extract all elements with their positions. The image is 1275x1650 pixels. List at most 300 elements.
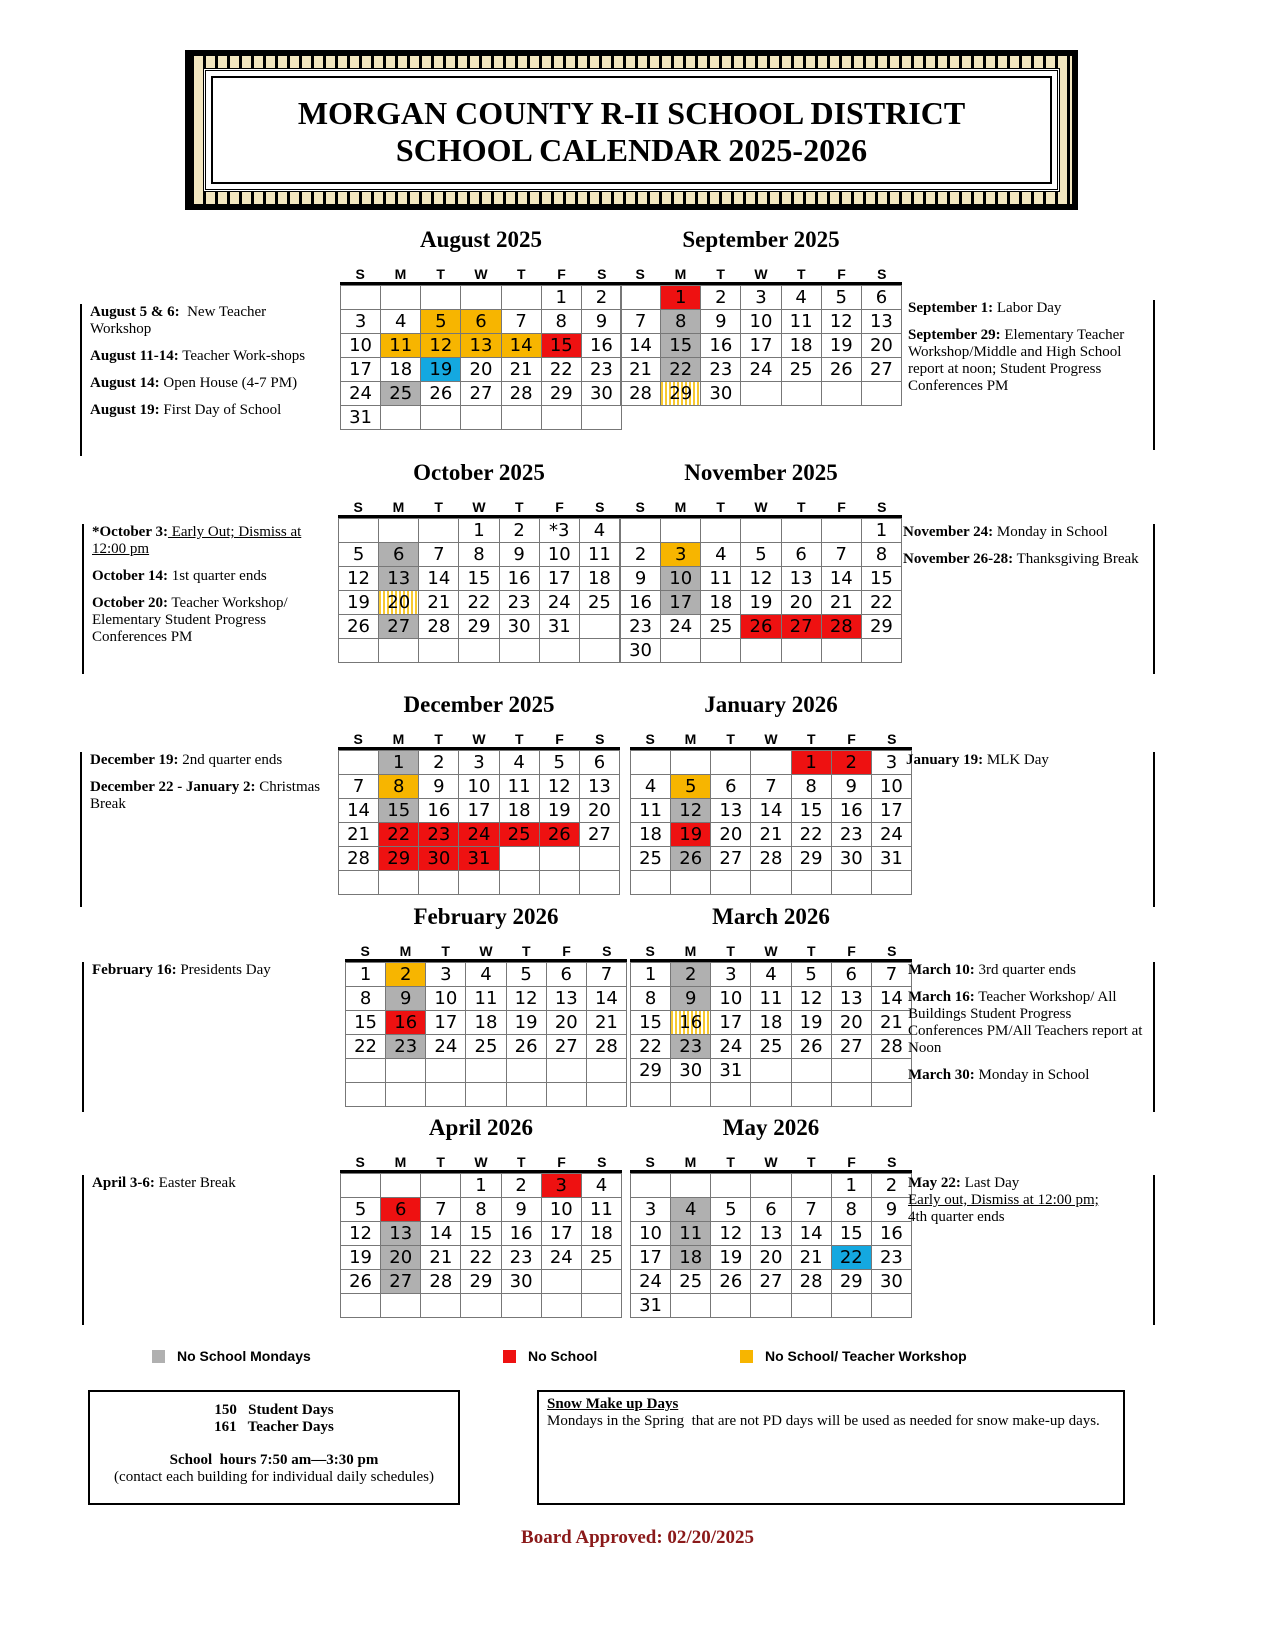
weekday-label: S — [887, 1154, 897, 1170]
weekday-label: T — [726, 943, 735, 959]
weekday-label: W — [764, 731, 778, 747]
day-cell: 18 — [466, 1011, 506, 1035]
note-entry: August 5 & 6: New Teacher Workshop — [90, 304, 270, 337]
day-cell: 24 — [661, 615, 701, 639]
day-cell: 10 — [872, 775, 912, 799]
notes-may — [908, 1175, 1155, 1325]
empty-cell — [872, 1083, 912, 1107]
empty-cell — [671, 871, 711, 895]
day-cell: 10 — [661, 567, 701, 591]
day-cell: 27 — [711, 847, 751, 871]
day-cell: 6 — [547, 963, 587, 987]
day-cell: 5 — [741, 543, 781, 567]
day-cell: 13 — [711, 799, 751, 823]
day-cell: 18 — [500, 799, 540, 823]
empty-cell — [701, 519, 741, 543]
empty-cell — [671, 1174, 711, 1198]
day-cell: 30 — [582, 382, 622, 406]
notes-january — [906, 752, 1155, 907]
header-inner — [203, 68, 1060, 192]
empty-cell — [500, 639, 540, 663]
day-cell: 13 — [547, 987, 587, 1011]
day-cell: 20 — [782, 591, 822, 615]
day-cell: 31 — [540, 615, 580, 639]
day-cell: 29 — [379, 847, 419, 871]
day-cell: 16 — [832, 799, 872, 823]
day-cell: 2 — [386, 963, 426, 987]
empty-cell — [341, 1294, 381, 1318]
day-cell: 30 — [500, 615, 540, 639]
day-grid — [630, 750, 912, 895]
empty-cell — [341, 1174, 381, 1198]
day-cell: 7 — [751, 775, 791, 799]
day-cell: 5 — [822, 286, 862, 310]
weekday-label: F — [847, 731, 856, 747]
day-cell: 15 — [346, 1011, 386, 1035]
day-cell: 14 — [822, 567, 862, 591]
empty-cell — [822, 639, 862, 663]
day-cell: 8 — [862, 543, 902, 567]
empty-cell — [540, 871, 580, 895]
empty-cell — [822, 382, 862, 406]
notes-april — [82, 1175, 332, 1325]
weekday-label: S — [355, 1154, 365, 1170]
weekday-label: S — [635, 499, 645, 515]
day-cell: 27 — [782, 615, 822, 639]
note-entry: August 19: First Day of School — [90, 402, 282, 418]
weekday-header — [620, 495, 902, 518]
day-cell: 26 — [421, 382, 461, 406]
weekday-label: S — [360, 943, 370, 959]
empty-cell — [379, 519, 419, 543]
teacher-days: 161 Teacher Days — [214, 1419, 334, 1435]
day-cell: 30 — [872, 1270, 912, 1294]
day-cell: 25 — [381, 382, 421, 406]
day-cell: 28 — [872, 1035, 912, 1059]
day-cell: 20 — [461, 358, 501, 382]
day-cell: 21 — [822, 591, 862, 615]
empty-cell — [671, 751, 711, 775]
weekday-header — [345, 939, 627, 962]
day-cell: 21 — [751, 823, 791, 847]
empty-cell — [741, 639, 781, 663]
notes-november — [903, 524, 1155, 674]
day-cell: 22 — [459, 591, 499, 615]
day-cell: 17 — [426, 1011, 466, 1035]
empty-cell — [751, 871, 791, 895]
day-cell: 15 — [379, 799, 419, 823]
day-cell: 29 — [832, 1270, 872, 1294]
empty-cell — [832, 1059, 872, 1083]
day-cell: 28 — [587, 1035, 627, 1059]
day-cell: 22 — [792, 823, 832, 847]
month-title: May 2026 — [722, 1115, 820, 1140]
day-cell: 1 — [542, 286, 582, 310]
note-entry: March 10: 3rd quarter ends — [908, 962, 1077, 978]
day-cell: 12 — [421, 334, 461, 358]
weekday-label: M — [674, 499, 687, 515]
day-cell: 3 — [341, 310, 381, 334]
day-cell: 19 — [507, 1011, 547, 1035]
day-cell: 9 — [386, 987, 426, 1011]
day-cell: 13 — [580, 775, 620, 799]
empty-cell — [792, 1174, 832, 1198]
weekday-label: T — [807, 943, 816, 959]
weekday-label: S — [602, 943, 612, 959]
empty-cell — [540, 639, 580, 663]
empty-cell — [587, 1083, 627, 1107]
day-cell: 15 — [631, 1011, 671, 1035]
weekday-label: T — [522, 943, 531, 959]
empty-cell — [587, 1059, 627, 1083]
empty-cell — [792, 1083, 832, 1107]
empty-cell — [540, 847, 580, 871]
day-cell: 31 — [631, 1294, 671, 1318]
empty-cell — [341, 286, 381, 310]
day-cell: 23 — [872, 1246, 912, 1270]
weekday-label: W — [754, 499, 768, 515]
day-cell: 26 — [507, 1035, 547, 1059]
weekday-label: T — [807, 731, 816, 747]
empty-cell — [862, 382, 902, 406]
day-cell: 28 — [822, 615, 862, 639]
day-cell: 5 — [341, 1198, 381, 1222]
day-cell: 24 — [872, 823, 912, 847]
day-cell: 14 — [421, 1222, 461, 1246]
day-cell: 6 — [580, 751, 620, 775]
day-cell: 20 — [832, 1011, 872, 1035]
day-cell: 5 — [421, 310, 461, 334]
weekday-label: M — [394, 1154, 407, 1170]
empty-cell — [419, 519, 459, 543]
day-cell: 4 — [580, 519, 620, 543]
day-cell: 1 — [461, 1174, 501, 1198]
day-cell: 20 — [381, 1246, 421, 1270]
day-cell: 20 — [862, 334, 902, 358]
day-cell: 5 — [711, 1198, 751, 1222]
empty-cell — [711, 1174, 751, 1198]
day-cell: 26 — [741, 615, 781, 639]
day-cell: 8 — [346, 987, 386, 1011]
day-cell: 9 — [502, 1198, 542, 1222]
empty-cell — [500, 871, 540, 895]
empty-cell — [381, 406, 421, 430]
empty-cell — [711, 1083, 751, 1107]
day-cell: 14 — [872, 987, 912, 1011]
empty-cell — [671, 1294, 711, 1318]
calendar-march-2026 — [630, 904, 912, 1107]
day-cell: 12 — [711, 1222, 751, 1246]
gray-swatch-icon — [152, 1350, 165, 1363]
calendar-april-2026 — [340, 1115, 622, 1318]
day-cell: 8 — [792, 775, 832, 799]
weekday-label: M — [684, 1154, 697, 1170]
day-cell: 2 — [671, 963, 711, 987]
empty-cell — [832, 1083, 872, 1107]
day-cell: 22 — [379, 823, 419, 847]
day-cell: 6 — [782, 543, 822, 567]
empty-cell — [711, 1294, 751, 1318]
empty-cell — [741, 382, 781, 406]
day-cell: 8 — [461, 1198, 501, 1222]
empty-cell — [862, 639, 902, 663]
day-cell: 21 — [872, 1011, 912, 1035]
weekday-label: T — [436, 266, 445, 282]
weekday-header — [630, 1150, 912, 1173]
day-cell: 7 — [872, 963, 912, 987]
day-cell: 17 — [872, 799, 912, 823]
day-grid — [340, 1173, 622, 1318]
empty-cell — [421, 406, 461, 430]
day-cell: 7 — [792, 1198, 832, 1222]
day-cell: 17 — [459, 799, 499, 823]
day-cell: 9 — [419, 775, 459, 799]
day-cell: 14 — [419, 567, 459, 591]
empty-cell — [419, 871, 459, 895]
weekday-label: T — [716, 266, 725, 282]
day-cell: 31 — [872, 847, 912, 871]
day-cell: 11 — [782, 310, 822, 334]
day-cell: 2 — [621, 543, 661, 567]
weekday-label: S — [887, 731, 897, 747]
day-cell: 11 — [381, 334, 421, 358]
weekday-label: S — [355, 266, 365, 282]
day-cell: 16 — [500, 567, 540, 591]
day-cell: 10 — [459, 775, 499, 799]
day-cell: 25 — [631, 847, 671, 871]
day-cell: 3 — [872, 751, 912, 775]
day-cell: 27 — [832, 1035, 872, 1059]
day-cell: 9 — [701, 310, 741, 334]
day-cell: 10 — [711, 987, 751, 1011]
weekday-label: T — [807, 1154, 816, 1170]
empty-cell — [466, 1059, 506, 1083]
day-cell: 27 — [547, 1035, 587, 1059]
empty-cell — [346, 1083, 386, 1107]
day-cell: 26 — [822, 358, 862, 382]
day-cell: 14 — [587, 987, 627, 1011]
day-cell: 23 — [701, 358, 741, 382]
day-cell: 16 — [419, 799, 459, 823]
weekday-header — [338, 495, 620, 518]
month-title: August 2025 — [419, 227, 543, 252]
day-cell: 2 — [419, 751, 459, 775]
day-cell: 20 — [547, 1011, 587, 1035]
weekday-label: S — [635, 266, 645, 282]
day-cell: 27 — [751, 1270, 791, 1294]
day-cell: 2 — [872, 1174, 912, 1198]
school-days-box — [88, 1390, 460, 1505]
day-grid — [338, 750, 620, 895]
day-cell: 25 — [500, 823, 540, 847]
day-cell: 1 — [459, 519, 499, 543]
day-cell: 24 — [341, 382, 381, 406]
empty-cell — [661, 639, 701, 663]
day-cell: 10 — [540, 543, 580, 567]
day-cell: 10 — [741, 310, 781, 334]
weekday-label: T — [716, 499, 725, 515]
day-cell: 15 — [832, 1222, 872, 1246]
weekday-label: S — [877, 499, 887, 515]
empty-cell — [421, 1174, 461, 1198]
empty-cell — [580, 615, 620, 639]
day-cell: 13 — [862, 310, 902, 334]
day-cell: 13 — [832, 987, 872, 1011]
day-cell: 18 — [701, 591, 741, 615]
empty-cell — [421, 1294, 461, 1318]
weekday-label: T — [726, 1154, 735, 1170]
day-cell: 11 — [671, 1222, 711, 1246]
day-cell: 24 — [711, 1035, 751, 1059]
weekday-label: M — [674, 266, 687, 282]
day-cell: 15 — [862, 567, 902, 591]
weekday-label: S — [597, 1154, 607, 1170]
empty-cell — [711, 871, 751, 895]
empty-cell — [381, 286, 421, 310]
day-cell: 18 — [671, 1246, 711, 1270]
weekday-header — [630, 727, 912, 750]
empty-cell — [631, 751, 671, 775]
day-cell: 10 — [631, 1222, 671, 1246]
day-cell: 17 — [711, 1011, 751, 1035]
empty-cell — [631, 1083, 671, 1107]
day-cell: 29 — [792, 847, 832, 871]
day-cell: 25 — [466, 1035, 506, 1059]
day-cell: 21 — [502, 358, 542, 382]
month-title: October 2025 — [413, 460, 545, 485]
day-cell: *3 — [540, 519, 580, 543]
weekday-label: F — [557, 266, 566, 282]
empty-cell — [661, 519, 701, 543]
weekday-label: F — [847, 1154, 856, 1170]
weekday-label: W — [474, 266, 488, 282]
snow-makeup-title: Snow Make up Days — [547, 1396, 679, 1412]
day-cell: 30 — [701, 382, 741, 406]
day-grid — [620, 518, 902, 663]
empty-cell — [580, 847, 620, 871]
weekday-header — [620, 262, 902, 285]
day-cell: 5 — [507, 963, 547, 987]
day-cell: 17 — [341, 358, 381, 382]
weekday-label: W — [479, 943, 493, 959]
weekday-label: W — [764, 1154, 778, 1170]
note-entry: September 29: Elementary Teacher Workshop/Middle and High School report at noon; Student Progress Conferences PM — [908, 327, 1128, 394]
weekday-label: F — [555, 731, 564, 747]
day-cell: 12 — [540, 775, 580, 799]
day-cell: 22 — [832, 1246, 872, 1270]
day-cell: 7 — [822, 543, 862, 567]
calendar-september-2025 — [620, 227, 902, 406]
note-entry: December 19: 2nd quarter ends — [90, 752, 283, 768]
weekday-label: W — [472, 499, 486, 515]
day-cell: 19 — [540, 799, 580, 823]
weekday-label: S — [887, 943, 897, 959]
weekday-label: M — [399, 943, 412, 959]
day-cell: 16 — [872, 1222, 912, 1246]
empty-cell — [580, 871, 620, 895]
empty-cell — [379, 639, 419, 663]
weekday-label: T — [726, 731, 735, 747]
day-cell: 17 — [542, 1222, 582, 1246]
day-cell: 24 — [540, 591, 580, 615]
day-cell: 6 — [832, 963, 872, 987]
day-cell: 4 — [671, 1198, 711, 1222]
weekday-label: W — [754, 266, 768, 282]
empty-cell — [542, 1294, 582, 1318]
day-cell: 1 — [832, 1174, 872, 1198]
weekday-label: W — [472, 731, 486, 747]
day-cell: 11 — [631, 799, 671, 823]
weekday-label: M — [392, 731, 405, 747]
day-cell: 10 — [542, 1198, 582, 1222]
empty-cell — [631, 871, 671, 895]
day-cell: 28 — [502, 382, 542, 406]
day-cell: 20 — [379, 591, 419, 615]
day-cell: 26 — [792, 1035, 832, 1059]
day-cell: 10 — [426, 987, 466, 1011]
calendar-may-2026 — [630, 1115, 912, 1318]
empty-cell — [751, 1294, 791, 1318]
school-hours: School hours 7:50 am—3:30 pm — [169, 1452, 379, 1468]
empty-cell — [671, 1083, 711, 1107]
empty-cell — [872, 1059, 912, 1083]
month-title: November 2025 — [684, 460, 838, 485]
empty-cell — [741, 519, 781, 543]
day-cell: 27 — [862, 358, 902, 382]
note-entry: *October 3: Early Out; Dismiss at 12:00 pm — [92, 524, 302, 557]
day-cell: 9 — [872, 1198, 912, 1222]
empty-cell — [500, 847, 540, 871]
empty-cell — [582, 406, 622, 430]
day-cell: 17 — [741, 334, 781, 358]
day-cell: 26 — [540, 823, 580, 847]
day-cell: 15 — [461, 1222, 501, 1246]
empty-cell — [346, 1059, 386, 1083]
empty-cell — [381, 1174, 421, 1198]
note-entry: April 3-6: Easter Break — [92, 1175, 236, 1191]
month-title: April 2026 — [428, 1115, 534, 1140]
day-cell: 18 — [751, 1011, 791, 1035]
day-cell: 12 — [341, 1222, 381, 1246]
notes-february — [82, 962, 332, 1112]
day-cell: 4 — [500, 751, 540, 775]
day-cell: 16 — [386, 1011, 426, 1035]
day-grid — [345, 962, 627, 1107]
day-cell: 9 — [500, 543, 540, 567]
day-cell: 25 — [701, 615, 741, 639]
day-cell: 6 — [461, 310, 501, 334]
empty-cell — [621, 286, 661, 310]
day-cell: 1 — [792, 751, 832, 775]
empty-cell — [339, 519, 379, 543]
day-cell: 15 — [792, 799, 832, 823]
day-cell: 7 — [502, 310, 542, 334]
day-cell: 7 — [339, 775, 379, 799]
day-cell: 16 — [671, 1011, 711, 1035]
school-hours-note: (contact each building for individual daily schedules) — [114, 1469, 434, 1485]
day-cell: 11 — [580, 543, 620, 567]
month-title: January 2026 — [704, 692, 838, 717]
empty-cell — [507, 1083, 547, 1107]
empty-cell — [547, 1083, 587, 1107]
day-cell: 27 — [379, 615, 419, 639]
header-frame — [185, 50, 1078, 210]
day-cell: 4 — [466, 963, 506, 987]
day-cell: 22 — [461, 1246, 501, 1270]
day-cell: 19 — [421, 358, 461, 382]
day-cell: 22 — [542, 358, 582, 382]
calendar-november-2025 — [620, 460, 902, 663]
